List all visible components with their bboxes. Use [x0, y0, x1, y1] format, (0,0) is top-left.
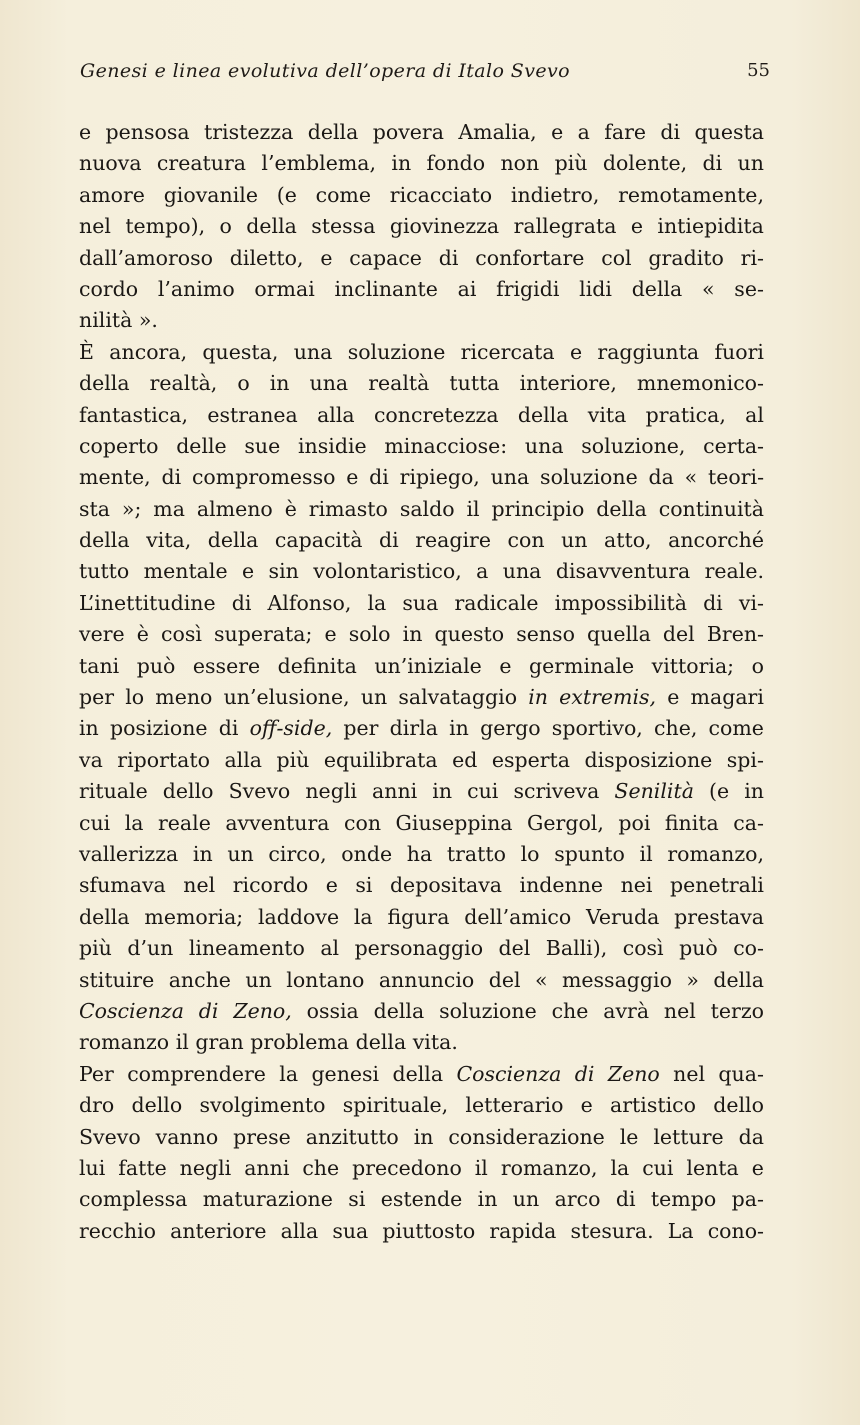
text-line: sta »; ma almeno è rimasto saldo il principio della continuità — [79, 496, 764, 521]
text-line: va riportato alla più equilibrata ed esperta disposizione spi- — [79, 747, 764, 772]
running-title: Genesi e linea evolutiva dell’opera di Italo Svevo — [80, 60, 570, 82]
text-line: della memoria; laddove la figura dell’amico Veruda prestava — [79, 904, 764, 929]
text-line: dro dello svolgimento spirituale, letterario e artistico dello — [79, 1093, 764, 1118]
text-line: vere è così superata; e solo in questo senso quella del Bren- — [79, 622, 764, 647]
text-line: Coscienza di Zeno, ossia della soluzione che avrà nel terzo — [79, 998, 764, 1023]
text-line: Per comprendere la genesi della Coscienza di Zeno nel qua- — [79, 1061, 764, 1086]
text-line: sfumava nel ricordo e si depositava indenne nei penetrali — [79, 873, 764, 898]
text-line: coperto delle sue insidie minacciose: una soluzione, certa- — [79, 433, 764, 458]
text-line: più d’un lineamento al personaggio del Balli), così può co- — [79, 936, 764, 961]
text-line: vallerizza in un circo, onde ha tratto lo spunto il romanzo, — [79, 841, 764, 866]
text-line: mente, di compromesso e di ripiego, una soluzione da « teori- — [79, 465, 764, 490]
body-text — [79, 117, 764, 1247]
text-line: stituire anche un lontano annuncio del « messaggio » della — [79, 967, 764, 992]
text-line: per lo meno un’elusione, un salvataggio in extremis, e magari — [79, 685, 764, 710]
text-line: della vita, della capacità di reagire con un atto, ancorché — [79, 528, 764, 553]
text-line: amore giovanile (e come ricacciato indietro, remotamente, — [79, 182, 764, 207]
page-number: 55 — [747, 60, 770, 81]
text-line: È ancora, questa, una soluzione ricercata e raggiunta fuori — [79, 339, 764, 364]
text-line: nilità ». — [79, 308, 158, 333]
text-line: lui fatte negli anni che precedono il romanzo, la cui lenta e — [79, 1155, 764, 1180]
text-line: tutto mentale e sin volontaristico, a una disavventura reale. — [79, 559, 764, 584]
text-line: in posizione di off-side, per dirla in gergo sportivo, che, come — [79, 716, 764, 741]
text-line: dall’amoroso diletto, e capace di confortare col gradito ri- — [79, 245, 764, 270]
text-line: della realtà, o in una realtà tutta interiore, mnemonico- — [79, 371, 764, 396]
text-line: tani può essere definita un’iniziale e germinale vittoria; o — [79, 653, 764, 678]
text-line: Svevo vanno prese anzitutto in considerazione le letture da — [79, 1124, 764, 1149]
text-line: nuova creatura l’emblema, in fondo non più dolente, di un — [79, 151, 764, 176]
text-line: cordo l’animo ormai inclinante ai frigidi lidi della « se- — [79, 276, 764, 301]
running-head — [80, 60, 770, 86]
text-line: cui la reale avventura con Giuseppina Gergol, poi finita ca- — [79, 810, 764, 835]
text-line: fantastica, estranea alla concretezza della vita pratica, al — [79, 402, 764, 427]
text-line: complessa maturazione si estende in un arco di tempo pa- — [79, 1187, 764, 1212]
text-line: L’inettitudine di Alfonso, la sua radicale impossibilità di vi- — [79, 590, 764, 615]
text-line: recchio anteriore alla sua piuttosto rapida stesura. La cono- — [79, 1218, 764, 1243]
text-line: e pensosa tristezza della povera Amalia, e a fare di questa — [79, 120, 764, 144]
text-line: romanzo il gran problema della vita. — [79, 1030, 458, 1055]
text-line: nel tempo), o della stessa giovinezza rallegrata e intiepidita — [79, 214, 764, 239]
text-line: rituale dello Svevo negli anni in cui scriveva Senilità (e in — [79, 779, 764, 804]
